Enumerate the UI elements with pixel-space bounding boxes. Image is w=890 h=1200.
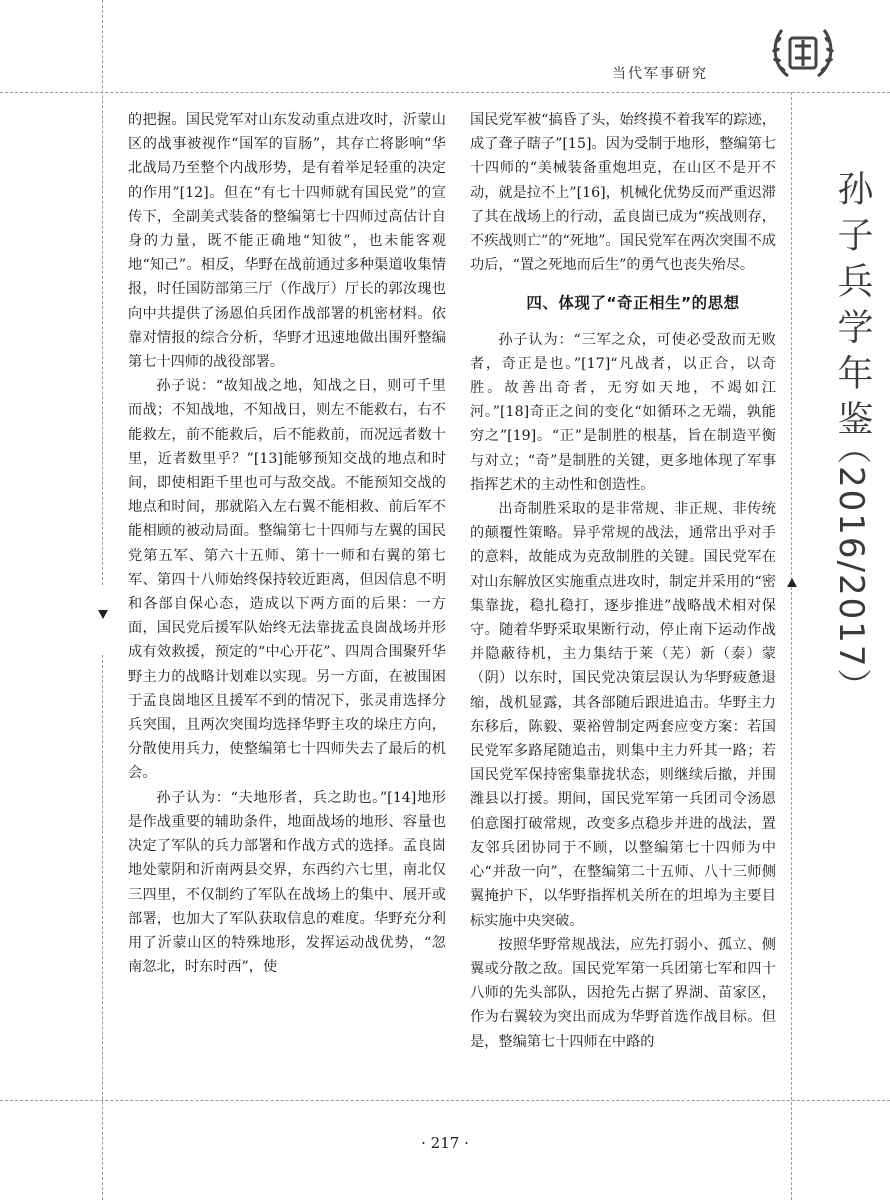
wreath-emblem-icon: [768, 22, 838, 84]
section-heading: 四、体现了“奇正相生”的思想: [526, 294, 740, 313]
paragraph: 的把握。国民党军对山东发动重点进攻时，沂蒙山区的战事被视作“国军的盲肠”，其存亡将影响“华北战局乃至整个内战形势，是有着举足轻重的决定的作用”[12]。但在“有七十四师就有国民党”的宣传下，全副美式装备的整编第七十四师过高估计自身的力量，既不能正确地“知彼”，也未能客观地“知己”。相反，华野在战前通过多种渠道收集情报，时任国防部第三厅（作战厅）厅长的郭汝瑰也向中共提供了汤恩伯兵团作战部署的机密材料。依靠对情报的综合分析，华野才迅速地做出围歼整编第七十四师的战役部署。: [128, 112, 446, 371]
right-text-column: [470, 108, 776, 1054]
paragraph: 孙子认为：“三军之众，可使必受敌而无败者，奇正是也。”[17]“凡战者，以正合，以奇胜。故善出奇者，无穷如天地，不竭如江河。”[18]奇正之间的变化“如循环之无端，孰能穷之”[19]。“正”是制胜的根基，旨在制造平衡与对立；“奇”是制胜的关键，更多地体现了军事指挥艺术的主动性和创造性。: [470, 331, 776, 493]
right-margin-triangle-icon: [787, 578, 797, 587]
paragraph: 孙子说：“故知战之地，知战之日，则可千里而战；不知战地，不知战日，则左不能救右，右不能救左，前不能救后，后不能救前，而况远者数十里，近者数里乎？”[13]能够预知交战的地点和时间，即使相距千里也可与敌交战。不能预知交战的地点和时间，那就陷入左右翼不能相救、前后军不能相顾的被动局面。整编第七十四师与左翼的国民党第五军、第六十五师、第十一师和右翼的第七军、第四十八师始终保持较近距离，但因信息不明和各部自保心态，造成以下两方面的后果：一方面，国民党后援军队始终无法靠拢孟良崮战场并形成有效救援，预定的“中心开花”、四周合围聚歼华野主力的战略计划难以实现。另一方面，在被围困于孟良崮地区且援军不到的情况下，张灵甫选择分兵突围，且两次突围均选择华野主攻的垛庄方向，分散使用兵力，使整编第七十四师失去了最后的机会。: [128, 378, 446, 782]
sidebar-year: （2016/2017）: [831, 430, 871, 705]
sidebar-book-title: 孙子兵学年鉴: [832, 170, 873, 446]
paragraph: 孙子认为：“夫地形者，兵之助也。”[14]地形是作战重要的辅助条件，地面战场的地形、容量也决定了军队的兵力部署和作战方式的选择。孟良崮地处蒙阴和沂南两县交界，东西约六七里，南北仅三四里，不仅制约了军队在战场上的集中、展开或部署，也加大了军队获取信息的难度。华野充分利用了沂蒙山区的特殊地形，发挥运动战优势，“忽南忽北，时东时西”，使: [128, 789, 446, 976]
paragraph: 按照华野常规战法，应先打弱小、孤立、侧翼或分散之敌。国民党军第一兵团第七军和四十八师的先头部队，因抢先占据了界湖、苗家区，作为右翼较为突出而成为华野首选作战目标。但是，整编第七十四师在中路的: [470, 936, 776, 1050]
running-header-title: 当代军事研究: [612, 66, 708, 82]
paragraph: 国民党军被“搞昏了头，始终摸不着我军的踪迹，成了聋子瞎子”[15]。因为受制于地形，整编第七十四师的“美械装备重炮坦克，在山区不是开不动，就是拉不上”[16]，机械化优势反而严重迟滞了其在战场上的行动，孟良崮已成为“疾战则存，不疾战则亡”的“死地”。国民党军在两次突围不成功后，“置之死地而后生”的勇气也丧失殆尽。: [470, 112, 776, 274]
left-margin-triangle-icon: [98, 610, 108, 619]
paragraph: 出奇制胜采取的是非常规、非正规、非传统的颠覆性策略。异乎常规的战法，通常出乎对手的意料，故能成为克敌制胜的关键。国民党军在对山东解放区实施重点进攻时，制定并采用的“密集靠拢，稳扎稳打，逐步推进”战略战术相对保守。随着华野采取果断行动，停止南下运动作战并隐蔽待机，主力集结于莱（芜）新（泰）蒙（阴）以东时，国民党决策层误认为华野疲惫退缩，战机显露，其各部随后跟进追击。华野主力东移后，陈毅、粟裕曾制定两套应变方案：若国民党军多路尾随追击，则集中主力歼其一路；若国民党军保持密集靠拢状态，则继续后撤，并围潍县以打援。期间，国民党军第一兵团司令汤恩伯意图打破常规，改变多点稳步并进的战法，置友邻兵团协同于不顾，以整编第七十四师为中心“并敌一向”，在整编第二十五师、八十三师侧翼掩护下，以华野指挥机关所在的坦埠为主要目标实施中央突破。: [470, 501, 776, 929]
right-dashed-margin: [791, 92, 792, 1200]
top-dashed-divider: [0, 92, 890, 93]
page-number: · 217 ·: [421, 1134, 469, 1152]
bottom-dashed-divider: [0, 1100, 890, 1101]
left-dashed-margin-lower: [102, 655, 103, 1200]
left-dashed-margin-upper: [102, 0, 103, 585]
left-text-column: [128, 108, 446, 979]
